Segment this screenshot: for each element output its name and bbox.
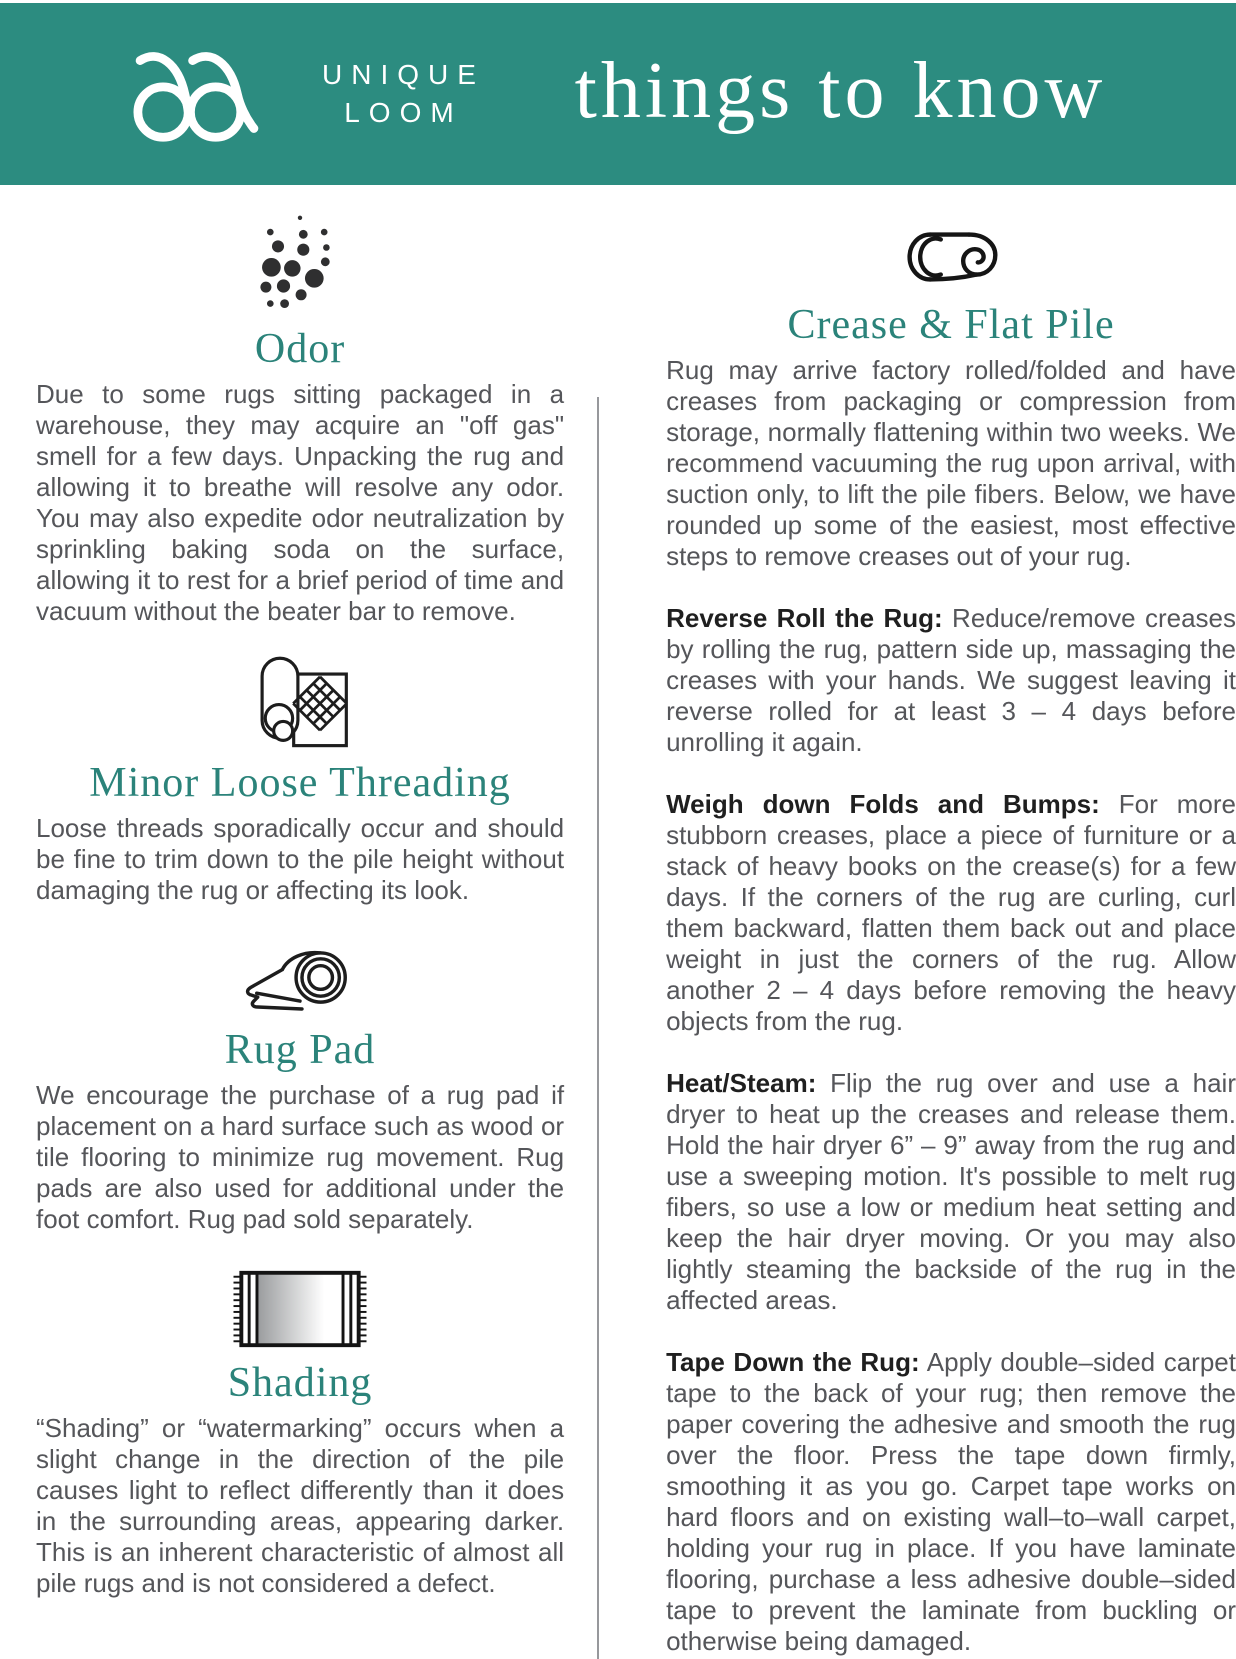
section-body-odor: Due to some rugs sitting packaged in a warehouse, they may acquire an "off gas" smell for a few days. Unpacking the rug and allowing it to breathe will resolve any odor. You may also expedite odor neutralization by sprinkling baking soda on the surface, allowing it to rest for a brief period of time and vacuum without the beater bar to remove.: [36, 379, 565, 626]
tip-weigh-down-text: For more stubborn creases, place a piece of furniture or a stack of heavy books on the crease(s) for a few days. If the corners of the rug are curling, curl them backward, flatten them back out and place weight in just the corners of the rug. Allow another 2 – 4 days before removing the heavy objects from the rug.: [666, 789, 1236, 1036]
crease-intro: Rug may arrive factory rolled/folded and have creases from packaging or compression from storage, normally flattening within two weeks. We recommend vacuuming the rug upon arrival, with suction only, to lift the pile fibers. Below, we have rounded up some of the easiest, most effective steps to remove creases out of your rug.: [666, 355, 1236, 571]
brand-line2: LOOM: [344, 97, 463, 128]
crease-icon-box: [666, 227, 1236, 287]
section-rug-pad: [36, 936, 564, 1235]
page-title: things to know: [574, 46, 1107, 135]
section-title-crease: Crease & Flat Pile: [787, 302, 1115, 348]
rolled-rug-spiral-icon: [895, 227, 1007, 287]
tip-heat-steam-text: Flip the rug over and use a hair dryer to heat up the creases and release them. Hold the hair dryer 6” – 9” away from the rug and use a sweeping motion. It's possible to melt rug fibers, so use a low or medium heat setting and keep the hair dryer moving. Or you may also lightly steaming the backside of the rug in the affected areas.: [666, 1068, 1236, 1315]
section-odor: [36, 209, 564, 627]
odor-icon-box: [36, 209, 564, 319]
tip-tape-down-label: Tape Down the Rug:: [666, 1347, 920, 1377]
unique-loom-double-loop-icon: [98, 42, 296, 146]
tip-reverse-roll-text: Reduce/remove creases by rolling the rug, pattern side up, massaging the creases with your hands. We suggest leaving it reverse rolled for at least 3 – 4 days before unrolling it again.: [666, 603, 1236, 757]
content-area: [0, 185, 1236, 1657]
section-crease-flat-pile: [666, 227, 1236, 1657]
odor-dots-icon: [244, 209, 356, 319]
section-shading: [36, 1265, 564, 1599]
brand-logo: [98, 42, 485, 146]
rugpad-icon-box: [36, 936, 564, 1020]
brand-name: [322, 56, 485, 132]
rolled-rug-threads-icon: [247, 653, 353, 753]
left-column: [36, 205, 564, 1657]
tip-heat-steam: [666, 1068, 1236, 1316]
header-banner: [0, 3, 1236, 185]
tip-weigh-down-label: Weigh down Folds and Bumps:: [666, 789, 1100, 819]
right-column: [666, 205, 1236, 1657]
rug-pad-roll-icon: [241, 936, 359, 1020]
tip-tape-down: [666, 1347, 1236, 1657]
section-minor-loose-threading: [36, 653, 564, 906]
brand-line1: UNIQUE: [322, 59, 485, 90]
column-divider: [597, 397, 599, 1659]
section-title-odor: Odor: [254, 326, 346, 372]
section-title-shading: Shading: [227, 1360, 373, 1406]
tip-heat-steam-label: Heat/Steam:: [666, 1068, 817, 1098]
section-title-threading: Minor Loose Threading: [89, 760, 511, 806]
shading-icon-box: [36, 1265, 564, 1353]
section-body-threading: Loose threads sporadically occur and should be fine to trim down to the pile height without damaging the rug or affecting its look.: [36, 813, 565, 905]
tip-weigh-down: [666, 789, 1236, 1037]
shaded-rug-icon: [226, 1265, 374, 1353]
tip-tape-down-text: Apply double–sided carpet tape to the back of your rug; then remove the paper covering the adhesive and smooth the rug over the floor. Press the tape down firmly, smoothing it as you go. Carpet tape works on hard floors and on existing wall–to–wall carpet, holding your rug in place. If you have laminate flooring, purchase a less adhesive double–sided tape to prevent the laminate from buckling or otherwise being damaged.: [666, 1347, 1236, 1656]
section-body-rugpad: We encourage the purchase of a rug pad if placement on a hard surface such as wood or tile flooring to minimize rug movement. Rug pads are also used for additional under the foot comfort. Rug pad sold separately.: [36, 1080, 565, 1234]
tip-reverse-roll: [666, 603, 1236, 758]
tip-reverse-roll-label: Reverse Roll the Rug:: [666, 603, 943, 633]
section-body-shading: “Shading” or “watermarking” occurs when a slight change in the direction of the pile causes light to reflect differently than it does in the surrounding areas, appearing darker. This is an inherent characteristic of almost all pile rugs and is not considered a defect.: [36, 1413, 565, 1598]
threading-icon-box: [36, 653, 564, 753]
section-title-rugpad: Rug Pad: [224, 1027, 376, 1073]
